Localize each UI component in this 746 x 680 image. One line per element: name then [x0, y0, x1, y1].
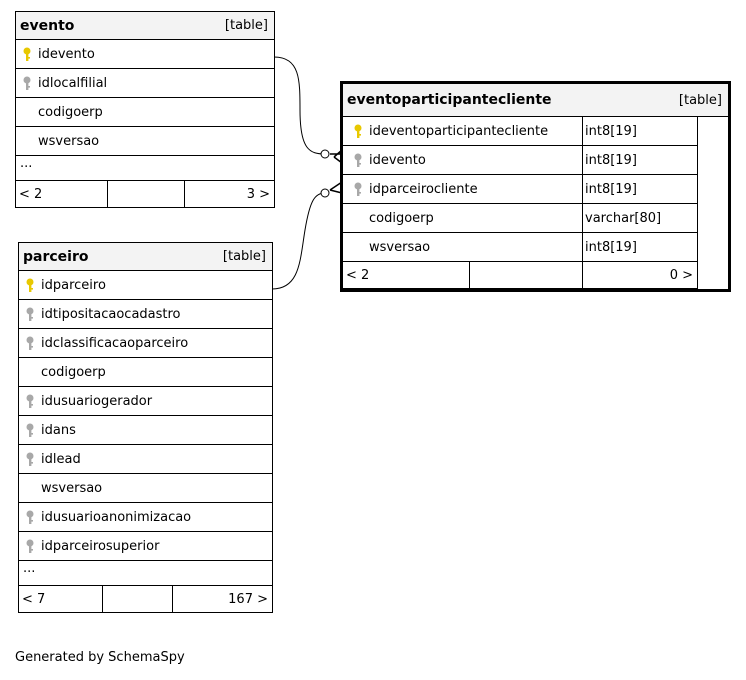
primary-key-icon — [22, 47, 32, 62]
foreign-key-icon — [25, 336, 35, 351]
column-name: idusuarioanonimizacao — [41, 509, 192, 525]
column-row[interactable] — [16, 127, 274, 156]
foreign-key-icon — [25, 452, 35, 467]
column-row[interactable] — [343, 117, 728, 146]
table-header — [343, 84, 728, 117]
column-type: varchar[80] — [583, 204, 698, 233]
column-name: idusuariogerador — [41, 393, 153, 409]
foreign-key-icon — [25, 307, 35, 322]
column-row[interactable] — [19, 445, 272, 474]
column-row[interactable] — [19, 532, 272, 561]
more-columns: ... — [19, 561, 272, 586]
column-row[interactable] — [19, 387, 272, 416]
column-row[interactable] — [343, 233, 728, 262]
table-eventoparticipantecliente[interactable] — [340, 81, 731, 292]
generated-by-note: Generated by SchemaSpy — [15, 650, 185, 665]
table-name: parceiro — [23, 248, 89, 265]
column-row[interactable] — [19, 474, 272, 503]
column-name: idparceirosuperior — [41, 538, 160, 554]
column-row[interactable] — [16, 40, 274, 69]
table-footer — [16, 181, 274, 207]
link-parceiro-idparceiro — [272, 193, 325, 289]
footer-spacer — [470, 262, 583, 289]
table-header — [16, 12, 274, 40]
table-header — [19, 243, 272, 271]
column-row[interactable] — [19, 358, 272, 387]
link-optional-marker — [321, 150, 329, 158]
footer-spacer — [108, 181, 185, 207]
column-row[interactable] — [16, 98, 274, 127]
link-evento-idevento — [274, 57, 325, 154]
column-row[interactable] — [19, 300, 272, 329]
parents-count[interactable]: < 7 — [19, 586, 103, 612]
column-type: int8[19] — [583, 146, 698, 175]
column-row[interactable] — [343, 204, 728, 233]
foreign-key-icon — [25, 394, 35, 409]
column-name: codigoerp — [41, 364, 106, 380]
footer-spacer — [103, 586, 173, 612]
column-name: codigoerp — [38, 104, 103, 120]
column-name: idevento — [369, 152, 426, 168]
column-row[interactable] — [343, 146, 728, 175]
column-name: idclassificacaoparceiro — [41, 335, 189, 351]
column-row[interactable] — [19, 416, 272, 445]
foreign-key-icon — [353, 153, 363, 168]
column-name: idans — [41, 422, 76, 438]
column-type: int8[19] — [583, 233, 698, 262]
column-row[interactable] — [343, 175, 728, 204]
column-row[interactable] — [16, 69, 274, 98]
column-name: codigoerp — [369, 210, 434, 226]
children-count[interactable]: 167 > — [228, 591, 268, 607]
primary-key-icon — [25, 278, 35, 293]
foreign-key-icon — [25, 539, 35, 554]
primary-key-icon — [353, 124, 363, 139]
table-kind: [table] — [222, 249, 266, 264]
parents-count[interactable]: < 2 — [16, 181, 108, 207]
column-name: idparceiro — [41, 277, 106, 293]
table-name: eventoparticipantecliente — [347, 92, 552, 108]
column-type: int8[19] — [583, 175, 698, 204]
children-count[interactable]: 0 > — [583, 262, 698, 289]
table-footer — [343, 262, 728, 289]
column-name: ideventoparticipantecliente — [369, 123, 549, 139]
column-name: wsversao — [369, 239, 431, 255]
table-evento[interactable] — [15, 11, 275, 208]
foreign-key-icon — [25, 423, 35, 438]
column-row[interactable] — [19, 503, 272, 532]
table-footer — [19, 586, 272, 612]
column-name: idlocalfilial — [38, 75, 108, 91]
link-optional-marker — [321, 189, 329, 197]
column-name: idlead — [41, 451, 81, 467]
column-name: idtipositacaocadastro — [41, 306, 181, 322]
foreign-key-icon — [25, 510, 35, 525]
column-name: idevento — [38, 46, 95, 62]
foreign-key-icon — [22, 76, 32, 91]
column-name: wsversao — [41, 480, 103, 496]
table-parceiro[interactable] — [18, 242, 273, 613]
more-columns: ... — [16, 156, 274, 181]
column-row[interactable] — [19, 329, 272, 358]
parents-count[interactable]: < 2 — [343, 262, 470, 289]
table-name: evento — [20, 17, 75, 34]
column-name: wsversao — [38, 133, 100, 149]
column-row[interactable] — [19, 271, 272, 300]
column-name: idparceirocliente — [369, 181, 478, 197]
column-type: int8[19] — [583, 117, 698, 146]
foreign-key-icon — [353, 182, 363, 197]
children-count[interactable]: 3 > — [246, 186, 270, 202]
table-kind: [table] — [678, 92, 722, 108]
table-kind: [table] — [224, 18, 268, 33]
